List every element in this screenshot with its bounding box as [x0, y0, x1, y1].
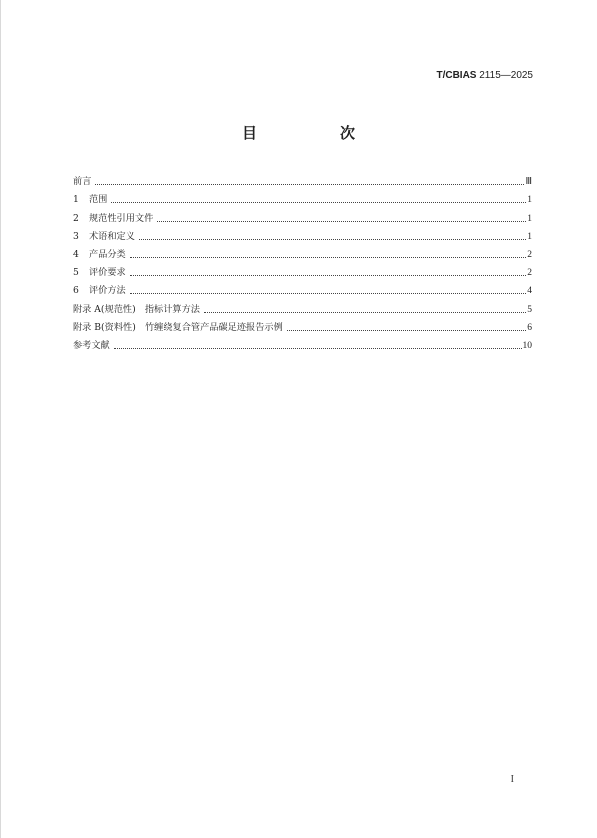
- toc-entry-normative-references[interactable]: [73, 206, 532, 224]
- toc-entry-label: 产品分类: [89, 248, 126, 260]
- toc-leader-dots: [287, 329, 526, 331]
- page-number: I: [510, 774, 514, 785]
- toc-entry-label-group: [73, 213, 157, 225]
- toc-entry-label: 参考文献: [73, 339, 110, 351]
- toc-entry-label-group: [73, 285, 130, 297]
- document-code-number: 2115—2025: [476, 70, 533, 81]
- toc-entry-label: 附录 B(资料性) 竹缠绕复合管产品碳足迹报告示例: [73, 321, 283, 333]
- toc-leader-dots: [111, 201, 526, 203]
- toc-entry-page: 10: [522, 340, 532, 351]
- toc-entry-page: 1: [527, 213, 532, 224]
- toc-entry-label-group: [73, 194, 111, 206]
- toc-entry-number: 2: [73, 212, 79, 224]
- document-code-prefix: T/CBIAS: [436, 70, 477, 81]
- toc-entry-scope[interactable]: [73, 188, 532, 206]
- toc-entry-evaluation-methods[interactable]: [73, 279, 532, 297]
- toc-leader-dots: [130, 274, 527, 276]
- toc-entry-page: 6: [527, 322, 532, 333]
- toc-entry-label: 术语和定义: [89, 230, 135, 242]
- table-of-contents: [73, 170, 532, 352]
- toc-entry-bibliography[interactable]: [73, 334, 532, 352]
- toc-entry-label: 附录 A(规范性) 指标计算方法: [73, 303, 200, 315]
- toc-leader-dots: [157, 220, 526, 222]
- toc-entry-page: 2: [527, 268, 532, 279]
- toc-entry-appendix-a[interactable]: [73, 297, 532, 315]
- toc-entry-label: 评价方法: [89, 285, 126, 297]
- toc-entry-label-group: [73, 249, 130, 261]
- toc-entry-page: 4: [527, 286, 532, 297]
- toc-entry-label: 范围: [89, 194, 108, 206]
- toc-entry-page: 1: [527, 195, 532, 206]
- toc-title: 目 次: [241, 124, 389, 142]
- toc-entry-foreword[interactable]: [73, 170, 532, 188]
- toc-entry-product-classification[interactable]: [73, 243, 532, 261]
- toc-leader-dots: [130, 292, 527, 294]
- document-code: [436, 70, 533, 81]
- toc-entry-number: 1: [73, 194, 79, 206]
- toc-entry-evaluation-requirements[interactable]: [73, 261, 532, 279]
- toc-entry-page: 2: [527, 249, 532, 260]
- toc-entry-number: 3: [73, 230, 79, 242]
- toc-entry-appendix-b[interactable]: [73, 316, 532, 334]
- toc-entry-page: 5: [527, 304, 532, 315]
- toc-entry-page: Ⅲ: [525, 177, 532, 188]
- toc-entry-label-group: [73, 231, 139, 243]
- toc-entry-number: 6: [73, 285, 79, 297]
- toc-leader-dots: [139, 238, 526, 240]
- toc-leader-dots: [204, 311, 526, 313]
- toc-entry-label: 评价要求: [89, 267, 126, 279]
- toc-entry-terms-definitions[interactable]: [73, 225, 532, 243]
- toc-leader-dots: [130, 256, 527, 258]
- toc-entry-label: 前言: [73, 176, 92, 188]
- toc-entry-number: 5: [73, 267, 79, 279]
- toc-entry-label-group: [73, 267, 130, 279]
- toc-entry-number: 4: [73, 248, 79, 260]
- toc-entry-page: 1: [527, 231, 532, 242]
- toc-leader-dots: [114, 347, 522, 349]
- toc-leader-dots: [95, 183, 524, 185]
- toc-entry-label: 规范性引用文件: [89, 212, 154, 224]
